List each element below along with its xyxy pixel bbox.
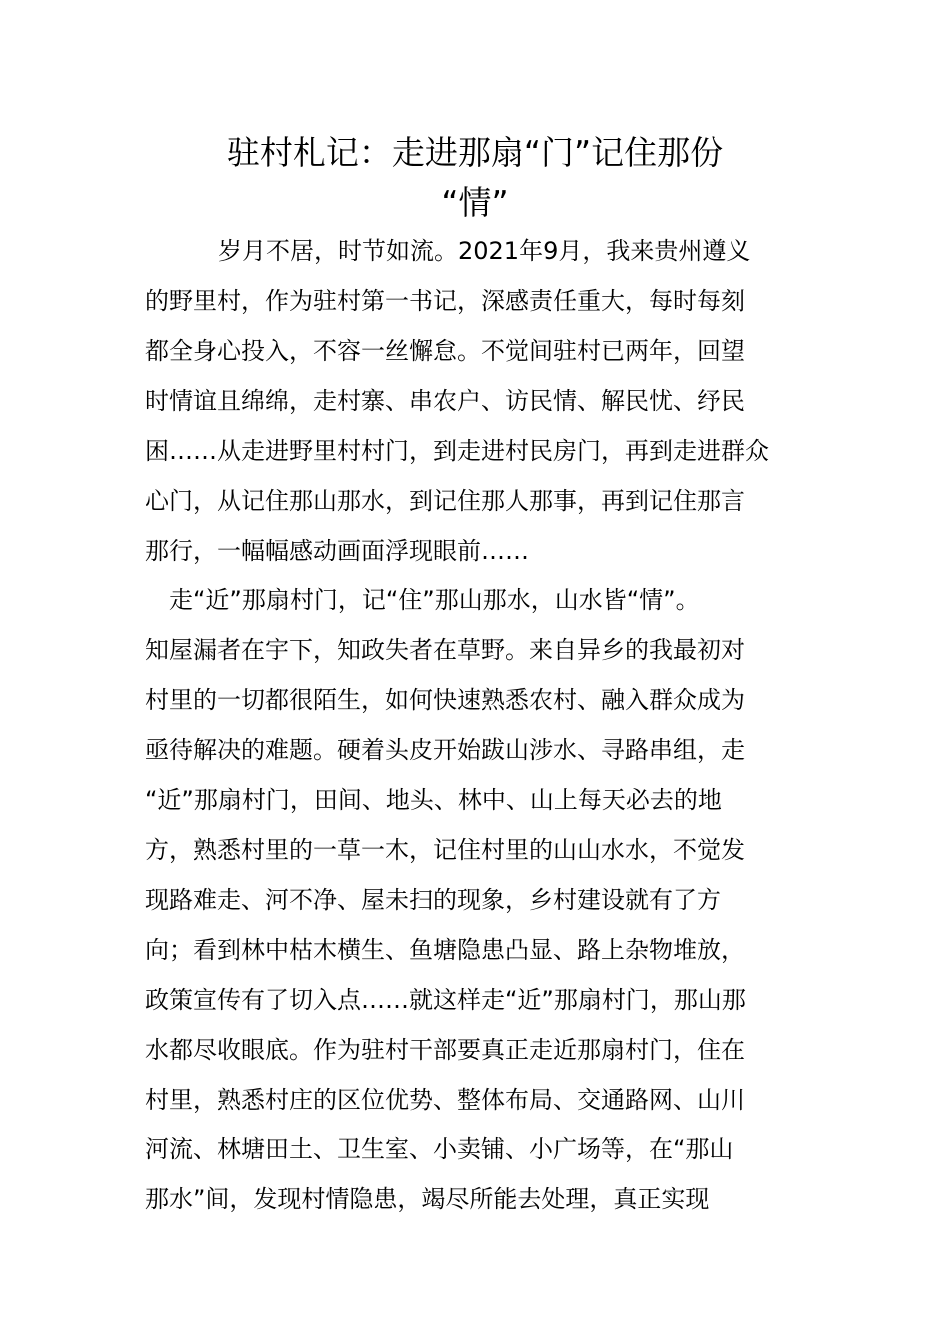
paragraph-line: 河流、林塘田土、卫生室、小卖铺、小广场等，在“那山 — [145, 1135, 734, 1163]
paragraph-line: 困……从走进野里村村门，到走进村民房门，再到走进群众 — [145, 437, 769, 465]
paragraph-line: 那水”间，发现村情隐患，竭尽所能去处理，真正实现 — [145, 1185, 710, 1213]
paragraph-line: 水都尽收眼底。作为驻村干部要真正走近那扇村门，住在 — [145, 1036, 745, 1064]
article-title-line-1: 驻村札记：走进那扇“门”记住那份 — [226, 133, 724, 172]
paragraph-line: 都全身心投入，不容一丝懈怠。不觉间驻村已两年，回望 — [145, 337, 745, 365]
paragraph-line: 岁月不居，时节如流。2021年9月，我来贵州遵义 — [218, 237, 751, 265]
paragraph-line: 心门，从记住那山那水，到记住那人那事，再到记住那言 — [145, 487, 745, 515]
paragraph-line: 政策宣传有了切入点……就这样走“近”那扇村门，那山那 — [145, 986, 746, 1014]
paragraph-line: 知屋漏者在宇下，知政失者在草野。来自异乡的我最初对 — [145, 636, 745, 664]
paragraph-line: 村里，熟悉村庄的区位优势、整体布局、交通路网、山川 — [145, 1086, 745, 1114]
paragraph-line: 时情谊且绵绵，走村寨、串农户、访民情、解民忧、纾民 — [145, 387, 745, 415]
paragraph-line: 走“近”那扇村门，记“住”那山那水，山水皆“情”。 — [169, 586, 700, 614]
paragraph-line: 那行，一幅幅感动画面浮现眼前…… — [145, 537, 529, 565]
article-title-line-2: “情” — [441, 183, 509, 222]
paragraph-line: 的野里村，作为驻村第一书记，深感责任重大，每时每刻 — [145, 287, 745, 315]
paragraph-line: 村里的一切都很陌生，如何快速熟悉农村、融入群众成为 — [145, 686, 745, 714]
paragraph-line: 向；看到林中枯木横生、鱼塘隐患凸显、路上杂物堆放， — [145, 936, 745, 964]
paragraph-line: 方，熟悉村里的一草一木，记住村里的山山水水，不觉发 — [145, 836, 745, 864]
paragraph-line: 现路难走、河不净、屋未扫的现象，乡村建设就有了方 — [145, 886, 721, 914]
paragraph-line: “近”那扇村门，田间、地头、林中、山上每天必去的地 — [145, 786, 722, 814]
paragraph-line: 亟待解决的难题。硬着头皮开始跋山涉水、寻路串组，走 — [145, 736, 745, 764]
